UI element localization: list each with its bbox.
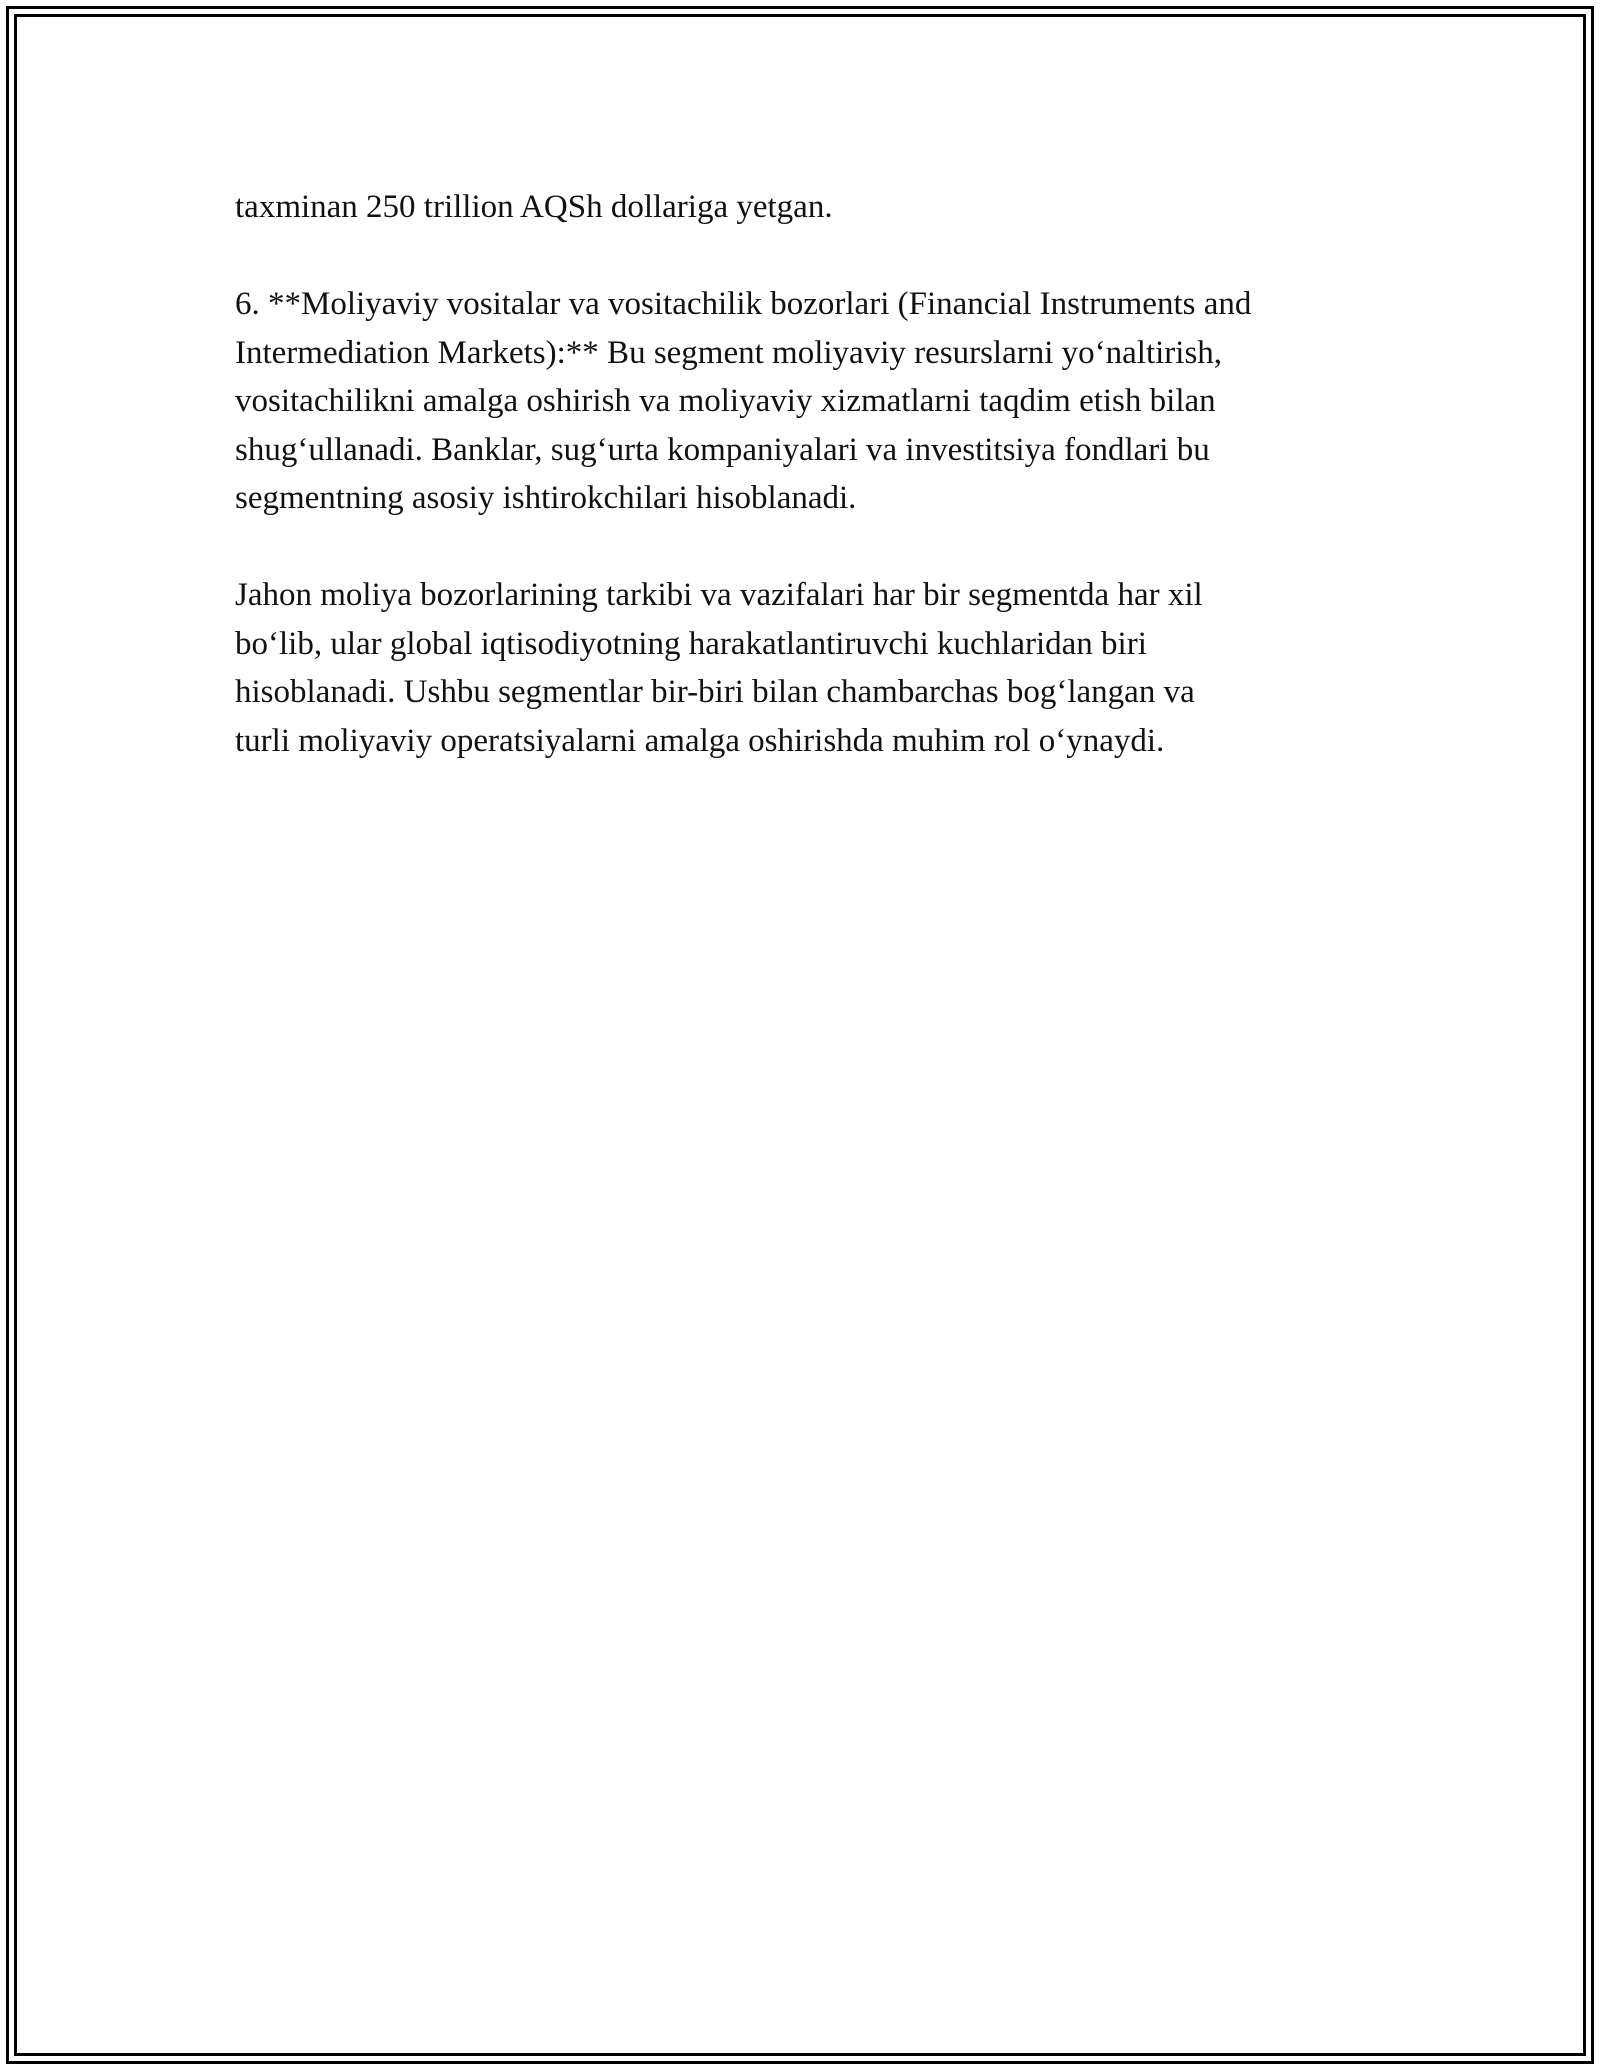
text-line: Jahon moliya bozorlarining tarkibi va vazifalari har bir segmentda har xil xyxy=(235,577,1203,613)
text-line: segmentning asosiy ishtirokchilari hisoblanadi. xyxy=(235,480,857,516)
text-line: Intermediation Markets):** Bu segment moliyaviy resurslarni yo‘naltirish, xyxy=(235,334,1223,371)
paragraph-financial-instruments xyxy=(235,280,1395,523)
text-line: taxminan 250 trillion AQSh dollariga yetgan. xyxy=(235,189,833,225)
document-body xyxy=(235,183,1395,814)
text-line: shug‘ullanadi. Banklar, sug‘urta kompaniyalari va investitsiya fondlari bu xyxy=(235,431,1210,468)
text-line: 6. **Moliyaviy vositalar va vositachilik bozorlari (Financial Instruments and xyxy=(235,286,1252,322)
text-line: turli moliyaviy operatsiyalarni amalga oshirishda muhim rol o‘ynaydi. xyxy=(235,722,1165,759)
text-line: vositachilikni amalga oshirish va moliyaviy xizmatlarni taqdim etish bilan xyxy=(235,383,1216,419)
paragraph-continuation xyxy=(235,183,1395,232)
paragraph-conclusion xyxy=(235,571,1395,765)
text-line: bo‘lib, ular global iqtisodiyotning harakatlantiruvchi kuchlaridan biri xyxy=(235,625,1147,662)
text-line: hisoblanadi. Ushbu segmentlar bir-biri bilan chambarchas bog‘langan va xyxy=(235,674,1195,710)
